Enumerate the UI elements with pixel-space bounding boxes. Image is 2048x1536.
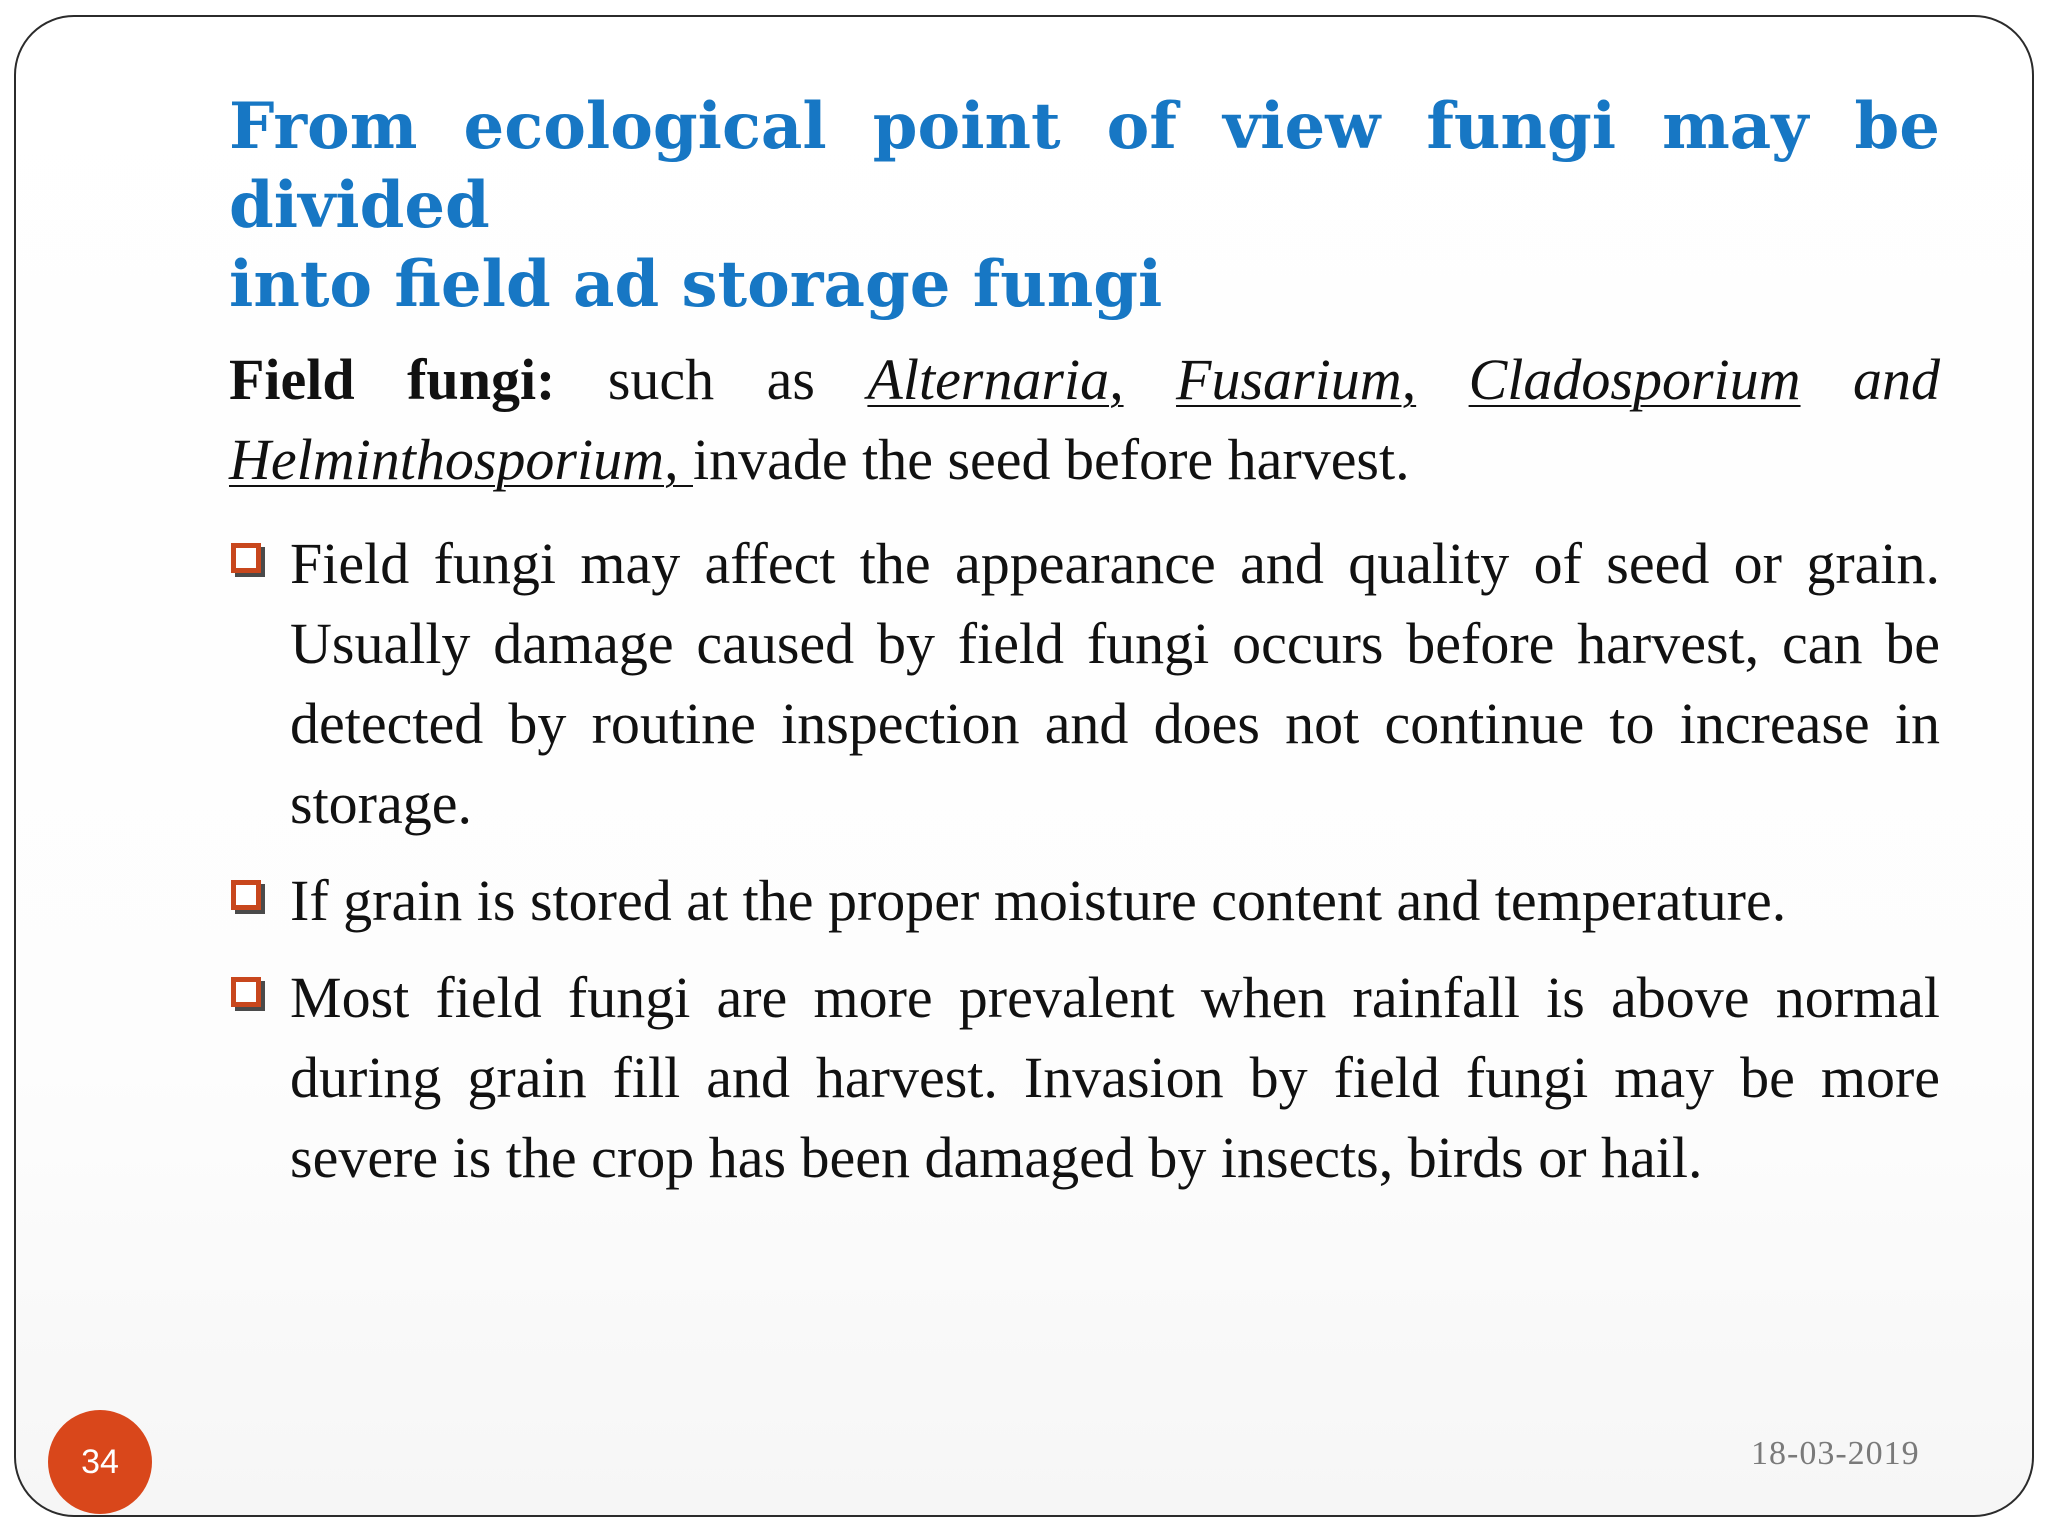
page-number-badge: 34 (48, 1410, 152, 1514)
species-cladosporium: Cladosporium (1468, 347, 1801, 412)
field-fungi-paragraph (229, 340, 1940, 500)
field-fungi-label: Field fungi: (229, 347, 556, 412)
intro-text-2: invade the seed before harvest. (693, 427, 1410, 492)
bullet-text: Field fungi may affect the appearance and quality of seed or grain. Usually damage caused by field fungi occurs before harvest, can be detected by routine inspection and does not continue to increase in storage. (290, 531, 1940, 836)
checkbox-bullet-icon (231, 543, 261, 573)
slide (14, 15, 2034, 1517)
intro-text-1: such as (555, 347, 868, 412)
species-helminthosporium: Helminthosporium, (229, 427, 693, 492)
slide-title (229, 87, 1940, 324)
checkbox-bullet-icon (231, 880, 261, 910)
species-fusarium: Fusarium, (1176, 347, 1417, 412)
bullet-text: Most field fungi are more prevalent when rainfall is above normal during grain fill and harvest. Invasion by field fungi may be more severe is the crop has been damaged by insects, birds or hail. (290, 965, 1940, 1190)
bullet-item (229, 861, 1940, 941)
slide-title-line-2: into field ad storage fungi (229, 247, 1163, 322)
bullet-text: If grain is stored at the proper moisture content and temperature. (290, 868, 1787, 933)
bullet-list (229, 524, 1940, 1198)
bullet-item (229, 958, 1940, 1198)
bullet-item (229, 524, 1940, 844)
checkbox-bullet-icon (231, 977, 261, 1007)
slide-content (229, 87, 1940, 1215)
and-word: and (1853, 347, 1941, 412)
species-alternaria: Alternaria, (867, 347, 1124, 412)
slide-date: 18-03-2019 (1751, 1435, 1920, 1472)
slide-title-line-1: From ecological point of view fungi may be divided (229, 89, 1940, 243)
